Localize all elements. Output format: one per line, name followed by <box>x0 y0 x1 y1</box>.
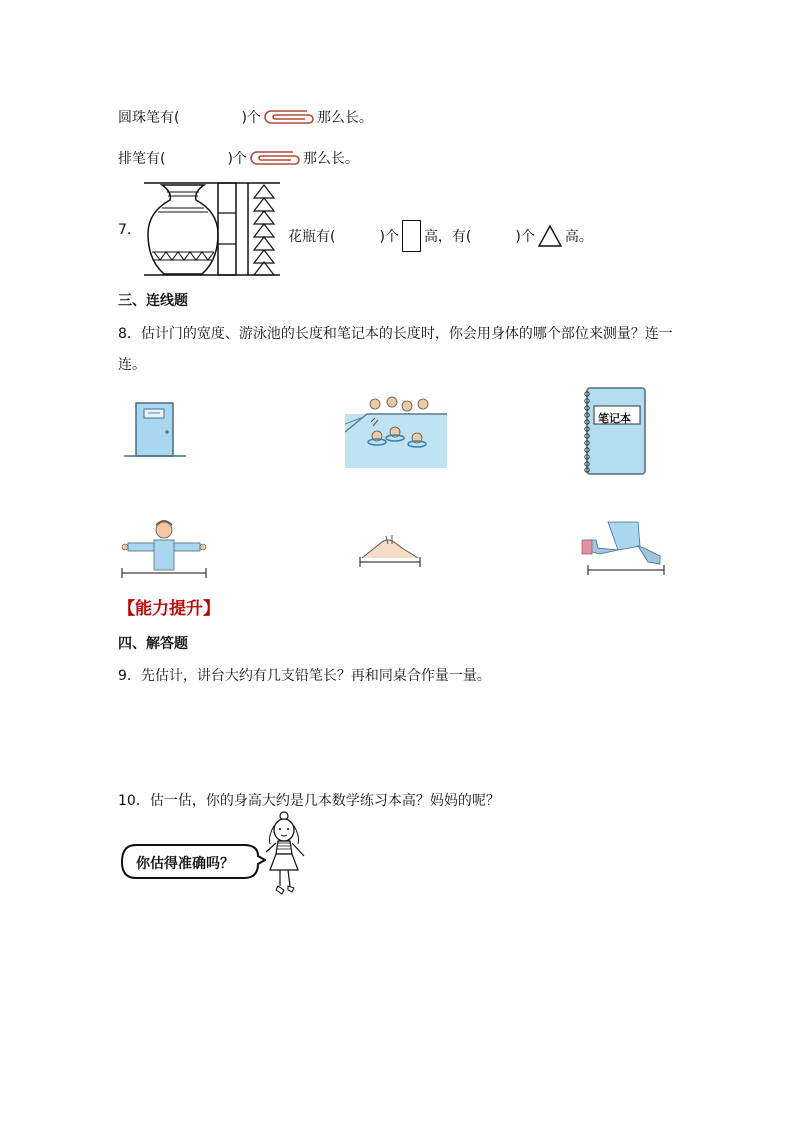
q6-brush-text-c: 那么长。 <box>302 151 359 167</box>
q6-brush-text-a: 排笔有( <box>118 151 166 167</box>
section-4-title: 四、解答题 <box>118 636 188 652</box>
triangle-icon <box>538 225 562 247</box>
q6-pen-text-c: 那么长。 <box>316 110 373 126</box>
paperclip-icon <box>263 107 315 127</box>
notebook-label: 笔记本 <box>598 412 631 425</box>
q7-number: 7. <box>118 222 132 238</box>
q7-text-a: 花瓶有( <box>288 229 336 245</box>
q8-line-1: 8．估计门的宽度、游泳池的长度和笔记本的长度时，你会用身体的哪个部位来测量？连一 <box>118 326 673 342</box>
arm-span-image <box>120 518 210 580</box>
q9-text: 9．先估计，讲台大约有几支铅笔长？再和同桌合作量一量。 <box>118 668 491 684</box>
section-3-title: 三、连线题 <box>118 293 188 309</box>
q6-line-brush <box>118 148 359 168</box>
vase-figure <box>140 182 285 278</box>
q7-text-line <box>288 220 593 252</box>
q6-brush-text-b: )个 <box>227 151 247 167</box>
q7-text-c: 高，有( <box>423 229 472 245</box>
rectangle-icon <box>402 220 421 252</box>
q6-pen-text-a: 圆珠笔有( <box>118 110 180 126</box>
paperclip-icon <box>249 148 301 168</box>
q7-text-d: )个 <box>515 229 535 245</box>
q7-text-e: 高。 <box>564 229 593 245</box>
girl-image <box>262 810 308 896</box>
step-image <box>578 518 666 578</box>
hand-span-image <box>358 530 424 568</box>
q7-text-b: )个 <box>379 229 399 245</box>
q6-pen-text-b: )个 <box>241 110 261 126</box>
swimming-pool-image <box>345 392 447 468</box>
speech-bubble <box>118 842 266 882</box>
ability-heading: 【能力提升】 <box>118 599 220 619</box>
q8-line-2: 连。 <box>118 357 146 373</box>
speech-bubble-text: 你估得准确吗？ <box>136 856 234 872</box>
q6-line-pen <box>118 107 373 127</box>
q10-text: 10．估一估，你的身高大约是几本数学练习本高？妈妈的呢？ <box>118 793 500 809</box>
door-image <box>124 400 186 460</box>
notebook-image <box>582 386 648 476</box>
